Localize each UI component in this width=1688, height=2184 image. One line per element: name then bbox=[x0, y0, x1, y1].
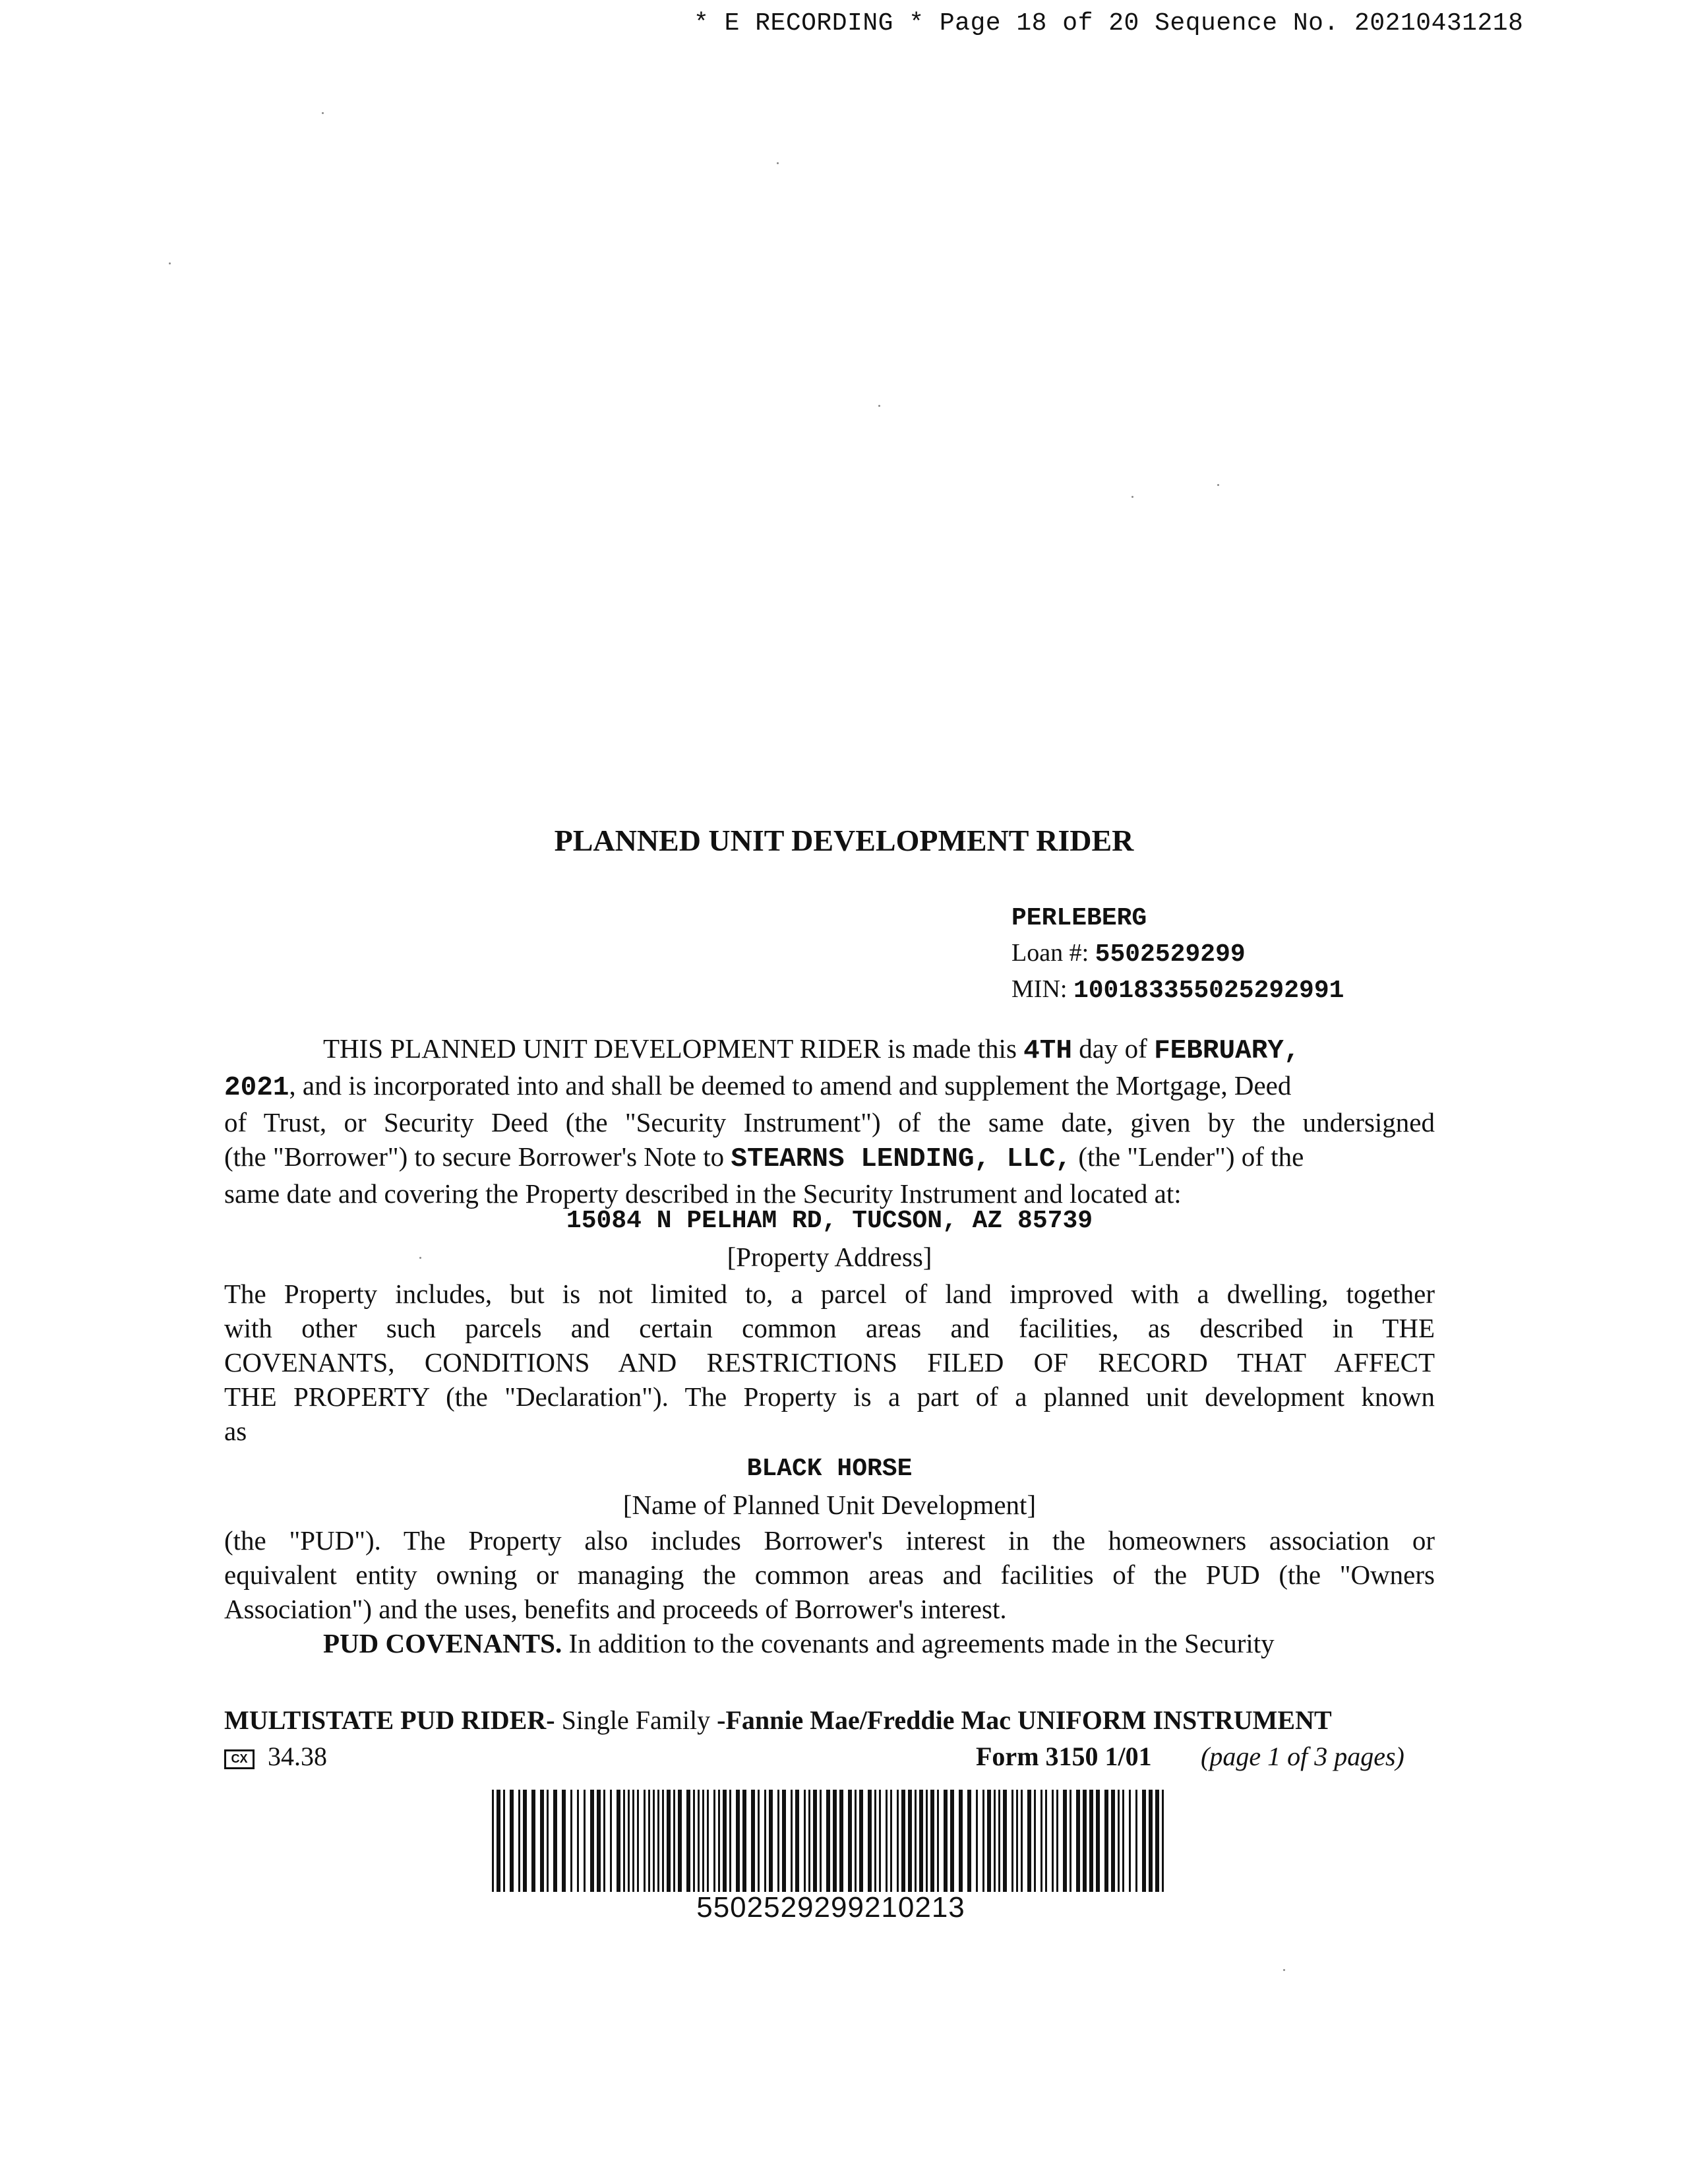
barcode-bar bbox=[1056, 1790, 1058, 1892]
barcode-bar bbox=[1118, 1790, 1120, 1892]
barcode-bar bbox=[804, 1790, 806, 1892]
barcode-bar bbox=[667, 1790, 671, 1892]
barcode-bar bbox=[1083, 1790, 1087, 1892]
pud-line-3: Association") and the uses, benefits and proceeds of Borrower's interest. bbox=[224, 1594, 1007, 1624]
barcode-bar bbox=[662, 1790, 664, 1892]
scan-speck bbox=[1217, 484, 1219, 486]
barcode-bar bbox=[686, 1790, 690, 1892]
barcode-bar bbox=[950, 1790, 954, 1892]
barcode-bar bbox=[855, 1790, 857, 1892]
form-title-part-2: Single Family bbox=[555, 1705, 717, 1735]
barcode-bar bbox=[1011, 1790, 1013, 1892]
intro-line-1 bbox=[224, 1031, 1435, 1068]
barcode-bar bbox=[813, 1790, 817, 1892]
form-version: 34.38 bbox=[268, 1742, 327, 1771]
barcode-bar bbox=[657, 1790, 659, 1892]
intro-text: THIS PLANNED UNIT DEVELOPMENT RIDER is made this bbox=[323, 1033, 1017, 1064]
scan-speck bbox=[419, 1257, 421, 1259]
barcode-bar bbox=[886, 1790, 888, 1892]
barcode-bar bbox=[492, 1790, 494, 1892]
pud-line-2: equivalent entity owning or managing the common areas and facilities of the PUD (the "Owners bbox=[224, 1560, 1435, 1590]
rider-month: FEBRUARY, bbox=[1154, 1036, 1300, 1066]
property-line-5: as bbox=[224, 1416, 247, 1446]
barcode-bar bbox=[930, 1790, 934, 1892]
barcode-bar bbox=[1129, 1790, 1131, 1892]
barcode-bar bbox=[603, 1790, 605, 1892]
scan-speck bbox=[1131, 496, 1133, 498]
barcode-bar bbox=[693, 1790, 695, 1892]
barcode-bar bbox=[982, 1790, 984, 1892]
barcode-bar bbox=[632, 1790, 634, 1892]
barcode-bar bbox=[653, 1790, 655, 1892]
scan-speck bbox=[322, 112, 324, 114]
barcode-bar bbox=[987, 1790, 991, 1892]
barcode-bar bbox=[617, 1790, 620, 1892]
barcode-bar bbox=[648, 1790, 650, 1892]
barcode-bar bbox=[1089, 1790, 1093, 1892]
property-address: 15084 N PELHAM RD, TUCSON, AZ 85739 bbox=[566, 1207, 1093, 1235]
barcode-bar bbox=[848, 1790, 852, 1892]
barcode-bar bbox=[1155, 1790, 1159, 1892]
intro-line-5: same date and covering the Property described in the Security Instrument and located at: bbox=[224, 1178, 1182, 1209]
barcode-bar bbox=[820, 1790, 822, 1892]
barcode-bar bbox=[540, 1790, 544, 1892]
loan-label: Loan #: bbox=[1011, 939, 1089, 967]
intro-line-2 bbox=[224, 1068, 1435, 1105]
lender-name: STEARNS LENDING, LLC, bbox=[731, 1144, 1072, 1174]
reference-block bbox=[1011, 901, 1473, 1008]
intro-paragraph bbox=[224, 1031, 1435, 1211]
rider-year: 2021 bbox=[224, 1073, 289, 1103]
barcode-bar bbox=[510, 1790, 514, 1892]
barcode-bar bbox=[503, 1790, 505, 1892]
footer-meta bbox=[224, 1741, 1435, 1775]
barcode-bar bbox=[777, 1790, 779, 1892]
barcode-bar bbox=[644, 1790, 646, 1892]
barcode-bar bbox=[859, 1790, 863, 1892]
barcode-bar bbox=[967, 1790, 971, 1892]
min-label: MIN: bbox=[1011, 975, 1068, 1003]
page-count: (page 1 of 3 pages) bbox=[1201, 1742, 1404, 1771]
barcode-bar bbox=[729, 1790, 731, 1892]
property-paragraph bbox=[224, 1277, 1435, 1448]
barcode-bar bbox=[976, 1790, 978, 1892]
loan-number: 5502529299 bbox=[1095, 940, 1246, 969]
barcode-bar bbox=[795, 1790, 799, 1892]
covenants-heading: PUD COVENANTS. bbox=[323, 1628, 562, 1658]
barcode-bar bbox=[497, 1790, 500, 1892]
barcode-bar bbox=[1034, 1790, 1036, 1892]
min-number: 100183355025292991 bbox=[1073, 977, 1344, 1005]
covenants-text: In addition to the covenants and agreements made in the Security bbox=[568, 1628, 1275, 1658]
property-line-2: with other such parcels and certain common areas and facilities, as described in THE bbox=[224, 1313, 1435, 1343]
barcode-bar bbox=[610, 1790, 612, 1892]
barcode-bar bbox=[1111, 1790, 1115, 1892]
barcode-bar bbox=[890, 1790, 892, 1892]
scan-speck bbox=[1283, 1969, 1285, 1971]
barcode-bar bbox=[1162, 1790, 1164, 1892]
barcode-bar bbox=[791, 1790, 793, 1892]
rider-day: 4TH bbox=[1023, 1036, 1072, 1066]
barcode-bar bbox=[562, 1790, 566, 1892]
barcode-bar bbox=[919, 1790, 923, 1892]
barcode-bar bbox=[718, 1790, 720, 1892]
recording-header: * E RECORDING * Page 18 of 20 Sequence No. 20210431218 bbox=[694, 9, 1524, 38]
barcode-bar bbox=[1021, 1790, 1023, 1892]
intro-line-4 bbox=[224, 1139, 1435, 1176]
intro-text: day of bbox=[1079, 1033, 1147, 1064]
scan-speck bbox=[777, 162, 779, 164]
barcode-bar bbox=[742, 1790, 746, 1892]
cx-logo-icon: CX bbox=[224, 1749, 255, 1769]
barcode-bar bbox=[597, 1790, 601, 1892]
barcode-bar bbox=[698, 1790, 700, 1892]
barcode-bar bbox=[723, 1790, 727, 1892]
barcode-bar bbox=[1104, 1790, 1108, 1892]
barcode-bar bbox=[713, 1790, 715, 1892]
form-number: Form 3150 1/01 bbox=[976, 1742, 1152, 1771]
barcode-bar bbox=[758, 1790, 760, 1892]
barcode-bar bbox=[518, 1790, 520, 1892]
intro-text: (the "Borrower") to secure Borrower's Note to bbox=[224, 1141, 725, 1172]
barcode-bar bbox=[782, 1790, 786, 1892]
barcode-bar bbox=[1045, 1790, 1047, 1892]
intro-text: , and is incorporated into and shall be deemed to amend and supplement the Mortgage, Deed bbox=[289, 1070, 1292, 1101]
barcode-bar bbox=[1096, 1790, 1100, 1892]
pud-name: BLACK HORSE bbox=[746, 1455, 913, 1483]
footer-form-title bbox=[224, 1705, 1435, 1736]
property-line-3: COVENANTS, CONDITIONS AND RESTRICTIONS FILED OF RECORD THAT AFFECT bbox=[224, 1347, 1435, 1378]
scan-speck bbox=[878, 405, 880, 407]
barcode-bar bbox=[879, 1790, 881, 1892]
barcode-bar bbox=[531, 1790, 535, 1892]
barcode-bar bbox=[736, 1790, 740, 1892]
document-title: PLANNED UNIT DEVELOPMENT RIDER bbox=[554, 824, 1134, 857]
barcode-bar bbox=[1016, 1790, 1018, 1892]
barcode-bar bbox=[553, 1790, 557, 1892]
barcode-bar bbox=[1142, 1790, 1146, 1892]
barcode-number: 5502529299210213 bbox=[696, 1891, 965, 1924]
property-address-caption: [Property Address] bbox=[727, 1242, 932, 1272]
pud-paragraph bbox=[224, 1523, 1435, 1660]
barcode-bar bbox=[623, 1790, 625, 1892]
barcode-bar bbox=[584, 1790, 586, 1892]
barcode-bar bbox=[915, 1790, 917, 1892]
covenants-line bbox=[224, 1626, 1435, 1660]
barcode-bar bbox=[868, 1790, 872, 1892]
form-title-part-3: -Fannie Mae/Freddie Mac UNIFORM INSTRUMENT bbox=[717, 1705, 1332, 1735]
barcode-bar bbox=[678, 1790, 682, 1892]
barcode-bar bbox=[874, 1790, 876, 1892]
barcode-bar bbox=[764, 1790, 766, 1892]
barcode-bar bbox=[1122, 1790, 1124, 1892]
barcode-bar bbox=[959, 1790, 963, 1892]
barcode-bar bbox=[702, 1790, 704, 1892]
intro-text: (the "Lender") of the bbox=[1078, 1141, 1304, 1172]
barcode-bar bbox=[637, 1790, 639, 1892]
barcode-bar bbox=[1135, 1790, 1137, 1892]
barcode-bar bbox=[1149, 1790, 1153, 1892]
loan-number-row bbox=[1011, 936, 1473, 972]
barcode-icon bbox=[491, 1790, 1171, 1892]
barcode-bar bbox=[897, 1790, 899, 1892]
barcode-bar bbox=[937, 1790, 939, 1892]
property-line-1: The Property includes, but is not limited to, a parcel of land improved with a dwelling, together bbox=[224, 1279, 1435, 1309]
barcode-bar bbox=[570, 1790, 572, 1892]
form-title-part-1: MULTISTATE PUD RIDER- bbox=[224, 1705, 555, 1735]
barcode-bar bbox=[523, 1790, 527, 1892]
barcode-bar bbox=[1063, 1790, 1067, 1892]
barcode-bar bbox=[839, 1790, 843, 1892]
barcode-bar bbox=[1070, 1790, 1071, 1892]
barcode-bar bbox=[901, 1790, 905, 1892]
scan-speck bbox=[169, 262, 171, 264]
barcode-bar bbox=[994, 1790, 996, 1892]
barcode-bar bbox=[908, 1790, 912, 1892]
barcode-bar bbox=[833, 1790, 837, 1892]
barcode-bar bbox=[673, 1790, 675, 1892]
barcode-bar bbox=[998, 1790, 1000, 1892]
intro-line-3: of Trust, or Security Deed (the "Security Instrument") of the same date, given by the undersigned bbox=[224, 1107, 1435, 1138]
barcode-bar bbox=[826, 1790, 830, 1892]
barcode-bar bbox=[1076, 1790, 1080, 1892]
pud-name-caption: [Name of Planned Unit Development] bbox=[622, 1490, 1037, 1520]
barcode-bar bbox=[769, 1790, 773, 1892]
barcode-bar bbox=[547, 1790, 549, 1892]
barcode-bar bbox=[1040, 1790, 1042, 1892]
min-number-row bbox=[1011, 972, 1473, 1008]
barcode-bar bbox=[707, 1790, 709, 1892]
barcode-bar bbox=[577, 1790, 579, 1892]
barcode-bar bbox=[590, 1790, 594, 1892]
barcode-bar bbox=[944, 1790, 948, 1892]
property-line-4: THE PROPERTY (the "Declaration"). The Property is a part of a planned unit development known bbox=[224, 1381, 1435, 1412]
barcode-bar bbox=[808, 1790, 810, 1892]
barcode-bar bbox=[1027, 1790, 1031, 1892]
barcode-bar bbox=[926, 1790, 928, 1892]
barcode-bar bbox=[751, 1790, 755, 1892]
barcode-bar bbox=[628, 1790, 630, 1892]
borrower-name: PERLEBERG bbox=[1011, 904, 1147, 932]
barcode-bar bbox=[1003, 1790, 1007, 1892]
barcode-bar bbox=[1052, 1790, 1054, 1892]
pud-line-1: (the "PUD"). The Property also includes Borrower's interest in the homeowners association or bbox=[224, 1525, 1435, 1556]
